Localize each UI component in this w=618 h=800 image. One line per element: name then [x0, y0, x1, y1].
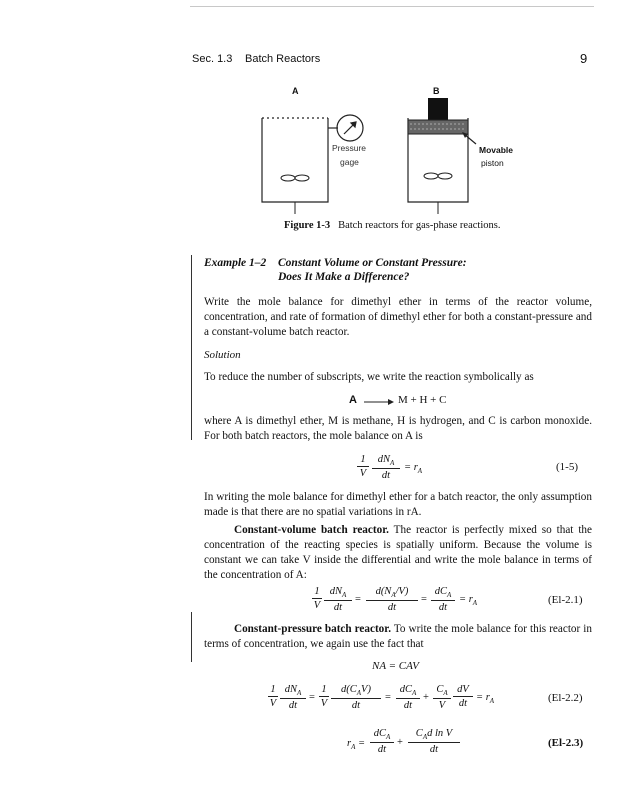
solution-paragraph-1: To reduce the number of subscripts, we write the reaction symbolically as — [204, 371, 534, 383]
na-equals-cav: NA = CAV — [372, 660, 420, 672]
eq21-equals-1: = — [355, 594, 361, 605]
reaction-reactant: A — [349, 394, 357, 406]
eq22-equals-1: = — [309, 692, 315, 703]
pressure-gage-label-1: Pressure — [332, 143, 367, 153]
eq21-term1: $dN_A$ dt — [324, 586, 352, 613]
eq22-term1: $dN_A$ dt — [280, 684, 306, 711]
eq23-term1: $dC_A$ dt — [370, 728, 394, 755]
pressure-gage-label-2: gage — [340, 157, 359, 167]
eq1-number: (1-5) — [556, 461, 578, 473]
eq1-derivative: $dN_A$ dt — [372, 454, 400, 481]
constant-pressure-text: To write the mole balance for this reactor in terms of concentration, we again use the fact that — [204, 623, 592, 650]
eq23-lhs: $r_A$ = — [347, 738, 366, 752]
eq22-factor-2: 1 V — [320, 684, 328, 709]
piston-label-1: Movable — [479, 145, 514, 155]
piston-arrow-icon — [462, 132, 476, 144]
stirrer-icon — [424, 173, 452, 214]
example-problem: Write the mole balance for dimethyl ether in terms of the reactor volume, concentration, and rate of formation of dimethyl ether for both a constant-pressure and a constant-volume batch reactor. — [204, 296, 592, 338]
eq22-rhs: = $r_A$ — [476, 692, 495, 706]
solution-paragraph-2: where A is dimethyl ether, M is methane, H is hydrogen, and C is carbon monoxide. For both batch reactors, the mole balance on A is — [204, 415, 592, 442]
constant-volume-paragraph — [204, 523, 592, 583]
constant-volume-heading: Constant-volume batch reactor. — [234, 524, 389, 536]
constant-volume-text: The reactor is perfectly mixed so that the concentration of the reacting species is spatially uniform. Because the volume is constant we can take V inside the differential and write the mole balance in terms of the concentration of A: — [204, 524, 592, 581]
batch-reactor-diagram — [250, 98, 510, 218]
eq23-term2: $C_Ad$ ln V dt — [408, 728, 460, 755]
example-title-line1: Constant Volume or Constant Pressure: — [278, 257, 467, 269]
reactor-a-vessel — [262, 118, 328, 202]
running-title: Batch Reactors — [245, 53, 321, 65]
eq21-term2: $d(N_A/V)$ dt — [366, 586, 418, 613]
eq22-equals-2: = — [385, 692, 391, 703]
section-number: Sec. 1.3 — [192, 53, 233, 65]
eq1-rhs: = $r_A$ — [404, 462, 423, 476]
solution-heading: Solution — [204, 349, 241, 361]
eq21-number: (El-2.1) — [548, 594, 583, 606]
eq22-factor-1: 1 V — [269, 684, 277, 709]
reaction-products: M + H + C — [398, 394, 447, 406]
eq23-plus: + — [397, 737, 403, 748]
top-rule — [190, 6, 594, 7]
example-margin-rule — [191, 612, 192, 662]
eq21-equals-2: = — [421, 594, 427, 605]
eq22-term5: dV dt — [453, 684, 473, 709]
eq22-term2: $d(C_AV)$ dt — [331, 684, 381, 711]
constant-pressure-paragraph — [204, 622, 592, 652]
eq23-number: (El-2.3) — [548, 737, 584, 749]
figure-caption-number: Figure 1-3 — [284, 220, 331, 231]
eq21-factor: 1 V — [313, 586, 321, 611]
eq1-left-factor: 1 V — [357, 454, 369, 479]
eq22-term3: $dC_A$ dt — [396, 684, 420, 711]
movable-piston — [408, 98, 468, 134]
eq21-term3: $dC_A$ dt — [431, 586, 455, 613]
pressure-gauge-icon — [328, 115, 363, 141]
piston-label-2: piston — [481, 158, 504, 168]
eq22-term4: $C_A$ V — [433, 684, 451, 711]
eq21-rhs: = $r_A$ — [459, 594, 478, 608]
example-label: Example 1–2 — [204, 257, 267, 269]
solution-paragraph-3: In writing the mole balance for dimethyl ether for a batch reactor, the only assumption made is that there are no spatial variations in rA. — [204, 491, 592, 518]
reaction-arrow-icon — [363, 397, 395, 407]
figure-label-b: B — [433, 86, 440, 96]
example-margin-rule — [191, 255, 192, 440]
eq22-plus: + — [423, 692, 429, 703]
figure-label-a: A — [292, 86, 299, 96]
figure-caption — [284, 220, 500, 231]
page-number: 9 — [580, 51, 588, 66]
constant-pressure-heading: Constant-pressure batch reactor. — [234, 623, 392, 635]
stirrer-icon — [281, 175, 309, 214]
example-title-line2: Does It Make a Difference? — [278, 271, 410, 283]
figure-caption-text: Batch reactors for gas-phase reactions. — [338, 220, 501, 231]
eq22-number: (El-2.2) — [548, 692, 583, 704]
